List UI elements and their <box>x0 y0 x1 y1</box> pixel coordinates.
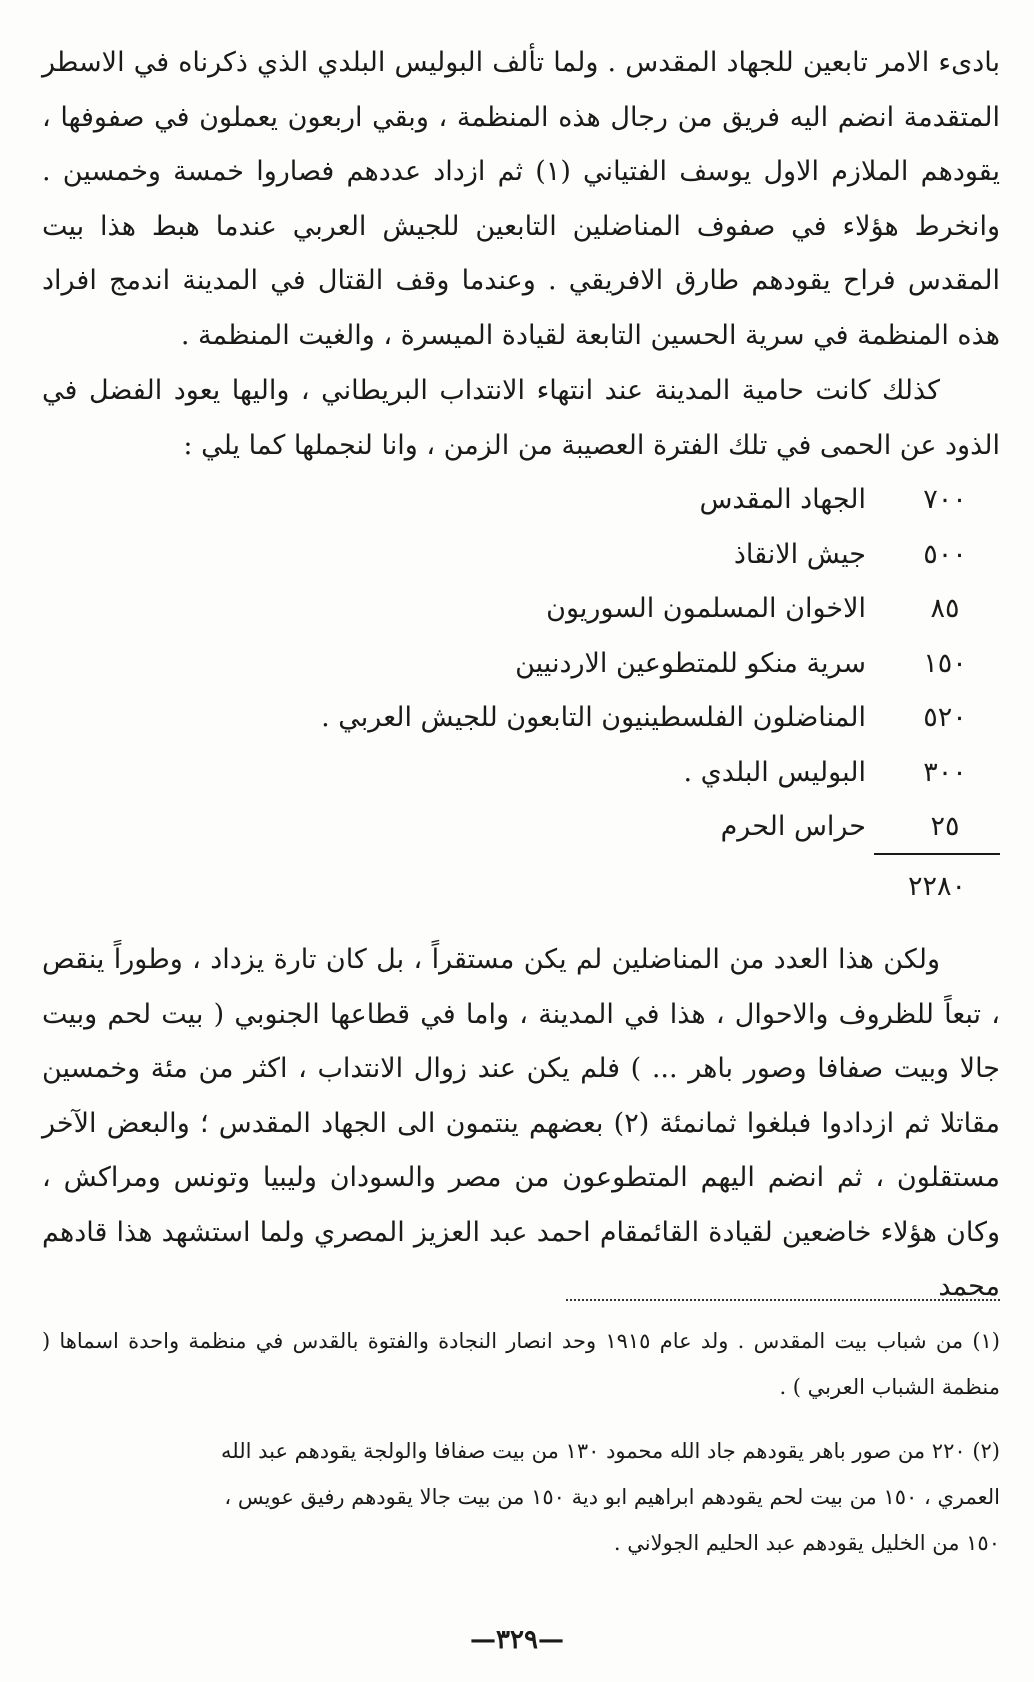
garrison-list <box>240 473 1000 855</box>
paragraph-garrison-intro: كذلك كانت حامية المدينة عند انتهاء الانتداب البريطاني ، واليها يعود الفضل في الذود عن الحمى في تلك الفترة العصيبة من الزمن ، وانا لنجملها كما يلي : <box>42 375 1000 461</box>
list-item <box>240 746 1000 801</box>
unit-name: جيش الانقاذ <box>733 538 866 570</box>
footnote-line: (٢) ٢٢٠ من صور باهر يقودهم جاد الله محمود ١٣٠ من بيت صفافا والولجة يقودهم عبد الله <box>221 1439 1000 1463</box>
footnote-divider <box>566 1299 1000 1301</box>
list-item <box>240 473 1000 528</box>
fighter-count: ٨٥ <box>930 593 960 624</box>
fighter-count: ٥٠٠ <box>923 538 967 570</box>
footnote-line: العمري ، ١٥٠ من بيت لحم يقودهم ابراهيم ابو دية ١٥٠ من بيت جالا يقودهم رفيق عويس ، <box>224 1485 1000 1509</box>
sum-divider <box>874 853 1000 855</box>
fighter-count: ٧٠٠ <box>923 484 967 515</box>
footnote-1 <box>42 1318 1000 1410</box>
fighter-count: ٥٢٠ <box>923 702 967 733</box>
paragraph-militia-history: بادىء الامر تابعين للجهاد المقدس . ولما تألف البوليس البلدي الذي ذكرناه في الاسطر المتقدمة انضم اليه فريق من رجال هذه المنظمة ، وبقي اربعون يعملون في صفوفها ، يقودهم الملازم الاول يوسف الفتياني (١) ثم ازداد عددهم فصاروا خمسة وخمسين . وانخرط هؤلاء في صفوف المناضلين التابعين للجيش العربي عندما هبط هذا بيت المقدس فراح يقودهم طارق الافريقي . وعندما وقف القتال في المدينة اندمج افراد هذه المنظمة في سرية الحسين التابعة لقيادة الميسرة ، والغيت المنظمة . <box>42 47 1000 351</box>
unit-name: الجهاد المقدس <box>699 484 866 515</box>
fighter-count: ٣٠٠ <box>923 756 967 788</box>
list-item <box>240 800 1000 855</box>
footnote-2 <box>42 1428 1000 1566</box>
list-item <box>240 528 1000 583</box>
footnote-line: ١٥٠ من الخليل يقودهم عبد الحليم الجولاني . <box>613 1531 1000 1555</box>
paragraph-southern-sector: ولكن هذا العدد من المناضلين لم يكن مستقراً ، بل كان تارة يزداد ، وطوراً ينقص ، تبعاً للظروف والاحوال ، هذا في المدينة ، واما في قطاعها الجنوبي ( بيت لحم وبيت جالا وبيت صفافا وصور باهر ... ) فلم يكن عند زوال الانتداب ، اكثر من مئة وخمسين مقاتلا ثم ازدادوا فبلغوا ثمانمئة (٢) بعضهم ينتمون الى الجهاد المقدس ؛ والبعض الآخر مستقلون ، ثم انضم اليهم المتطوعون من مصر والسودان وليبيا وتونس ومراكش ، وكان هؤلاء خاضعين لقيادة القائمقام احمد عبد العزيز المصري ولما استشهد هذا قادهم محمد <box>42 944 1000 1302</box>
garrison-total: ٢٢٨٠ <box>907 871 966 902</box>
list-item <box>240 637 1000 692</box>
fighter-count: ٢٥ <box>930 811 960 842</box>
unit-name: الاخوان المسلمون السوريون <box>546 593 866 624</box>
footnote-text: (١) من شباب بيت المقدس . ولد عام ١٩١٥ وحد انصار النجادة والفتوة بالقدس في منظمة واحدة اسماها ( منظمة الشباب العربي ) . <box>42 1329 1000 1399</box>
list-item <box>240 582 1000 637</box>
unit-name: البوليس البلدي . <box>683 756 866 788</box>
page-number: —٣٢٩— <box>470 1625 564 1655</box>
unit-name: المناضلون الفلسطينيون التابعون للجيش العربي . <box>321 702 866 733</box>
fighter-count: ١٥٠ <box>923 647 967 679</box>
unit-name: سرية منكو للمتطوعين الاردنيين <box>515 647 866 679</box>
list-item <box>240 691 1000 746</box>
unit-name: حراس الحرم <box>720 811 866 842</box>
